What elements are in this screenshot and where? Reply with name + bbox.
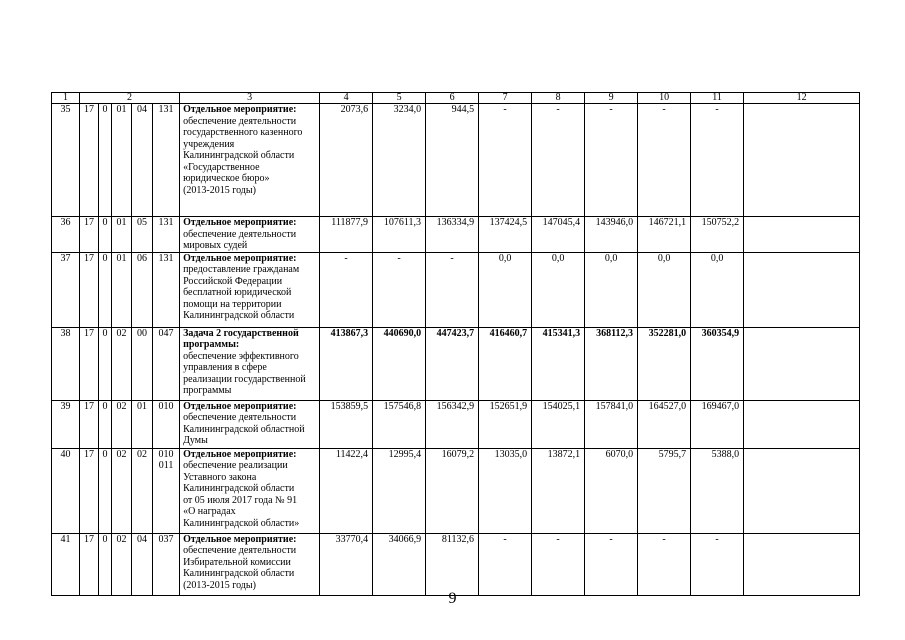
description-text: обеспечение деятельности Избирательной комиссии Калининградской области (2013-2015 годы) [183,545,297,591]
value-cell: 11422,4 [320,448,373,533]
notes-cell [744,327,860,400]
code-part-4-cell: 04 [132,533,153,595]
code-part-2-cell: 0 [99,400,112,448]
value-cell: - [373,252,426,327]
header-row [52,93,860,104]
description-cell [180,400,320,448]
value-cell: - [585,533,638,595]
table-row [52,252,860,327]
value-cell: 150752,2 [691,217,744,253]
code-part-1-cell: 17 [80,327,99,400]
code-part-4-cell: 05 [132,217,153,253]
budget-code-cell: 131 [153,217,180,253]
header-cell-5: 5 [373,93,426,104]
value-cell: 0,0 [638,252,691,327]
budget-code-cell: 131 [153,104,180,217]
description-text: предоставление гражданам Российской Федерации бесплатной юридической помощи на территории Калининградской области [183,264,300,321]
budget-code-cell: 010 [153,400,180,448]
value-cell: 12995,4 [373,448,426,533]
description-text: обеспечение деятельности мировых судей [183,228,297,251]
value-cell: 360354,9 [691,327,744,400]
value-cell: 111877,9 [320,217,373,253]
value-cell: 6070,0 [585,448,638,533]
header-cell-3: 3 [180,93,320,104]
value-cell: 152651,9 [479,400,532,448]
description-text: обеспечение эффективного управления в сфере реализации государственной программы [183,350,306,396]
code-part-3-cell: 01 [112,252,132,327]
code-part-3-cell: 02 [112,533,132,595]
row-number-cell: 36 [52,217,80,253]
notes-cell [744,400,860,448]
value-cell: 33770,4 [320,533,373,595]
table-row [52,327,860,400]
value-cell: - [691,104,744,217]
value-cell: 81132,6 [426,533,479,595]
description-cell [180,104,320,217]
value-cell: 352281,0 [638,327,691,400]
value-cell: - [691,533,744,595]
value-cell: 5388,0 [691,448,744,533]
code-part-4-cell: 01 [132,400,153,448]
description-cell [180,448,320,533]
header-cell-7: 7 [479,93,532,104]
value-cell: 157841,0 [585,400,638,448]
value-cell: 440690,0 [373,327,426,400]
code-part-3-cell: 02 [112,400,132,448]
header-cell-9: 9 [585,93,638,104]
value-cell: - [320,252,373,327]
description-title: Отдельное мероприятие: [183,400,297,412]
value-cell: 107611,3 [373,217,426,253]
header-cell-4: 4 [320,93,373,104]
value-cell: 0,0 [585,252,638,327]
code-part-3-cell: 02 [112,448,132,533]
code-part-2-cell: 0 [99,327,112,400]
value-cell: - [585,104,638,217]
table-row [52,104,860,217]
value-cell: 157546,8 [373,400,426,448]
notes-cell [744,252,860,327]
value-cell: - [532,533,585,595]
code-part-1-cell: 17 [80,400,99,448]
value-cell: 0,0 [532,252,585,327]
table-row [52,217,860,253]
code-part-1-cell: 17 [80,217,99,253]
value-cell: 137424,5 [479,217,532,253]
value-cell: - [479,104,532,217]
table-row [52,533,860,595]
description-title: Отдельное мероприятие: [183,104,297,115]
value-cell: 0,0 [691,252,744,327]
description-title: Отдельное мероприятие: [183,533,297,545]
header-cell-2: 2 [80,93,180,104]
code-part-1-cell: 17 [80,533,99,595]
value-cell: 156342,9 [426,400,479,448]
row-number-cell: 41 [52,533,80,595]
code-part-3-cell: 02 [112,327,132,400]
description-text: обеспечение деятельности государственного казенного учреждения Калининградской области «Государственное юридическое бюро» (2013-2015 годы) [183,115,303,196]
code-part-1-cell: 17 [80,104,99,217]
header-cell-8: 8 [532,93,585,104]
code-part-1-cell: 17 [80,448,99,533]
header-cell-12: 12 [744,93,860,104]
budget-code-cell: 010 011 [153,448,180,533]
description-cell [180,252,320,327]
row-number-cell: 37 [52,252,80,327]
description-title: Отдельное мероприятие: [183,217,297,228]
code-part-1-cell: 17 [80,252,99,327]
budget-code-cell: 047 [153,327,180,400]
value-cell: 0,0 [479,252,532,327]
budget-table [51,92,860,596]
code-part-2-cell: 0 [99,448,112,533]
notes-cell [744,104,860,217]
value-cell: 164527,0 [638,400,691,448]
value-cell: 136334,9 [426,217,479,253]
value-cell: 143946,0 [585,217,638,253]
notes-cell [744,448,860,533]
budget-code-cell: 131 [153,252,180,327]
code-part-4-cell: 00 [132,327,153,400]
value-cell: 34066,9 [373,533,426,595]
value-cell: 2073,6 [320,104,373,217]
code-part-4-cell: 02 [132,448,153,533]
code-part-2-cell: 0 [99,252,112,327]
value-cell: 13872,1 [532,448,585,533]
value-cell: 5795,7 [638,448,691,533]
description-text: обеспечение реализации Уставного закона Калининградской области от 05 июля 2017 года № 91 «О наградах Калининградской области» [183,460,300,529]
notes-cell [744,533,860,595]
value-cell: 368112,3 [585,327,638,400]
value-cell: 447423,7 [426,327,479,400]
row-number-cell: 39 [52,400,80,448]
value-cell: - [532,104,585,217]
header-cell-1: 1 [52,93,80,104]
description-cell [180,217,320,253]
notes-cell [744,217,860,253]
value-cell: 147045,4 [532,217,585,253]
table-row [52,400,860,448]
value-cell: 169467,0 [691,400,744,448]
code-part-4-cell: 04 [132,104,153,217]
value-cell: 153859,5 [320,400,373,448]
description-title: Отдельное мероприятие: [183,252,297,264]
description-title: Задача 2 государственной программы: [183,327,299,350]
description-cell [180,533,320,595]
value-cell: - [479,533,532,595]
value-cell: 154025,1 [532,400,585,448]
description-text: обеспечение деятельности Калининградской областной Думы [183,412,305,446]
row-number-cell: 38 [52,327,80,400]
description-title: Отдельное мероприятие: [183,448,297,460]
code-part-2-cell: 0 [99,533,112,595]
code-part-4-cell: 06 [132,252,153,327]
code-part-2-cell: 0 [99,104,112,217]
value-cell: 415341,3 [532,327,585,400]
value-cell: - [638,104,691,217]
value-cell: 146721,1 [638,217,691,253]
budget-code-cell: 037 [153,533,180,595]
header-cell-11: 11 [691,93,744,104]
value-cell: 3234,0 [373,104,426,217]
value-cell: - [426,252,479,327]
row-number-cell: 35 [52,104,80,217]
value-cell: 13035,0 [479,448,532,533]
value-cell: 416460,7 [479,327,532,400]
row-number-cell: 40 [52,448,80,533]
code-part-3-cell: 01 [112,104,132,217]
value-cell: 16079,2 [426,448,479,533]
header-cell-10: 10 [638,93,691,104]
code-part-2-cell: 0 [99,217,112,253]
value-cell: - [638,533,691,595]
value-cell: 944,5 [426,104,479,217]
page-number: 9 [448,590,457,607]
code-part-3-cell: 01 [112,217,132,253]
header-cell-6: 6 [426,93,479,104]
description-cell [180,327,320,400]
table-row [52,448,860,533]
value-cell: 413867,3 [320,327,373,400]
